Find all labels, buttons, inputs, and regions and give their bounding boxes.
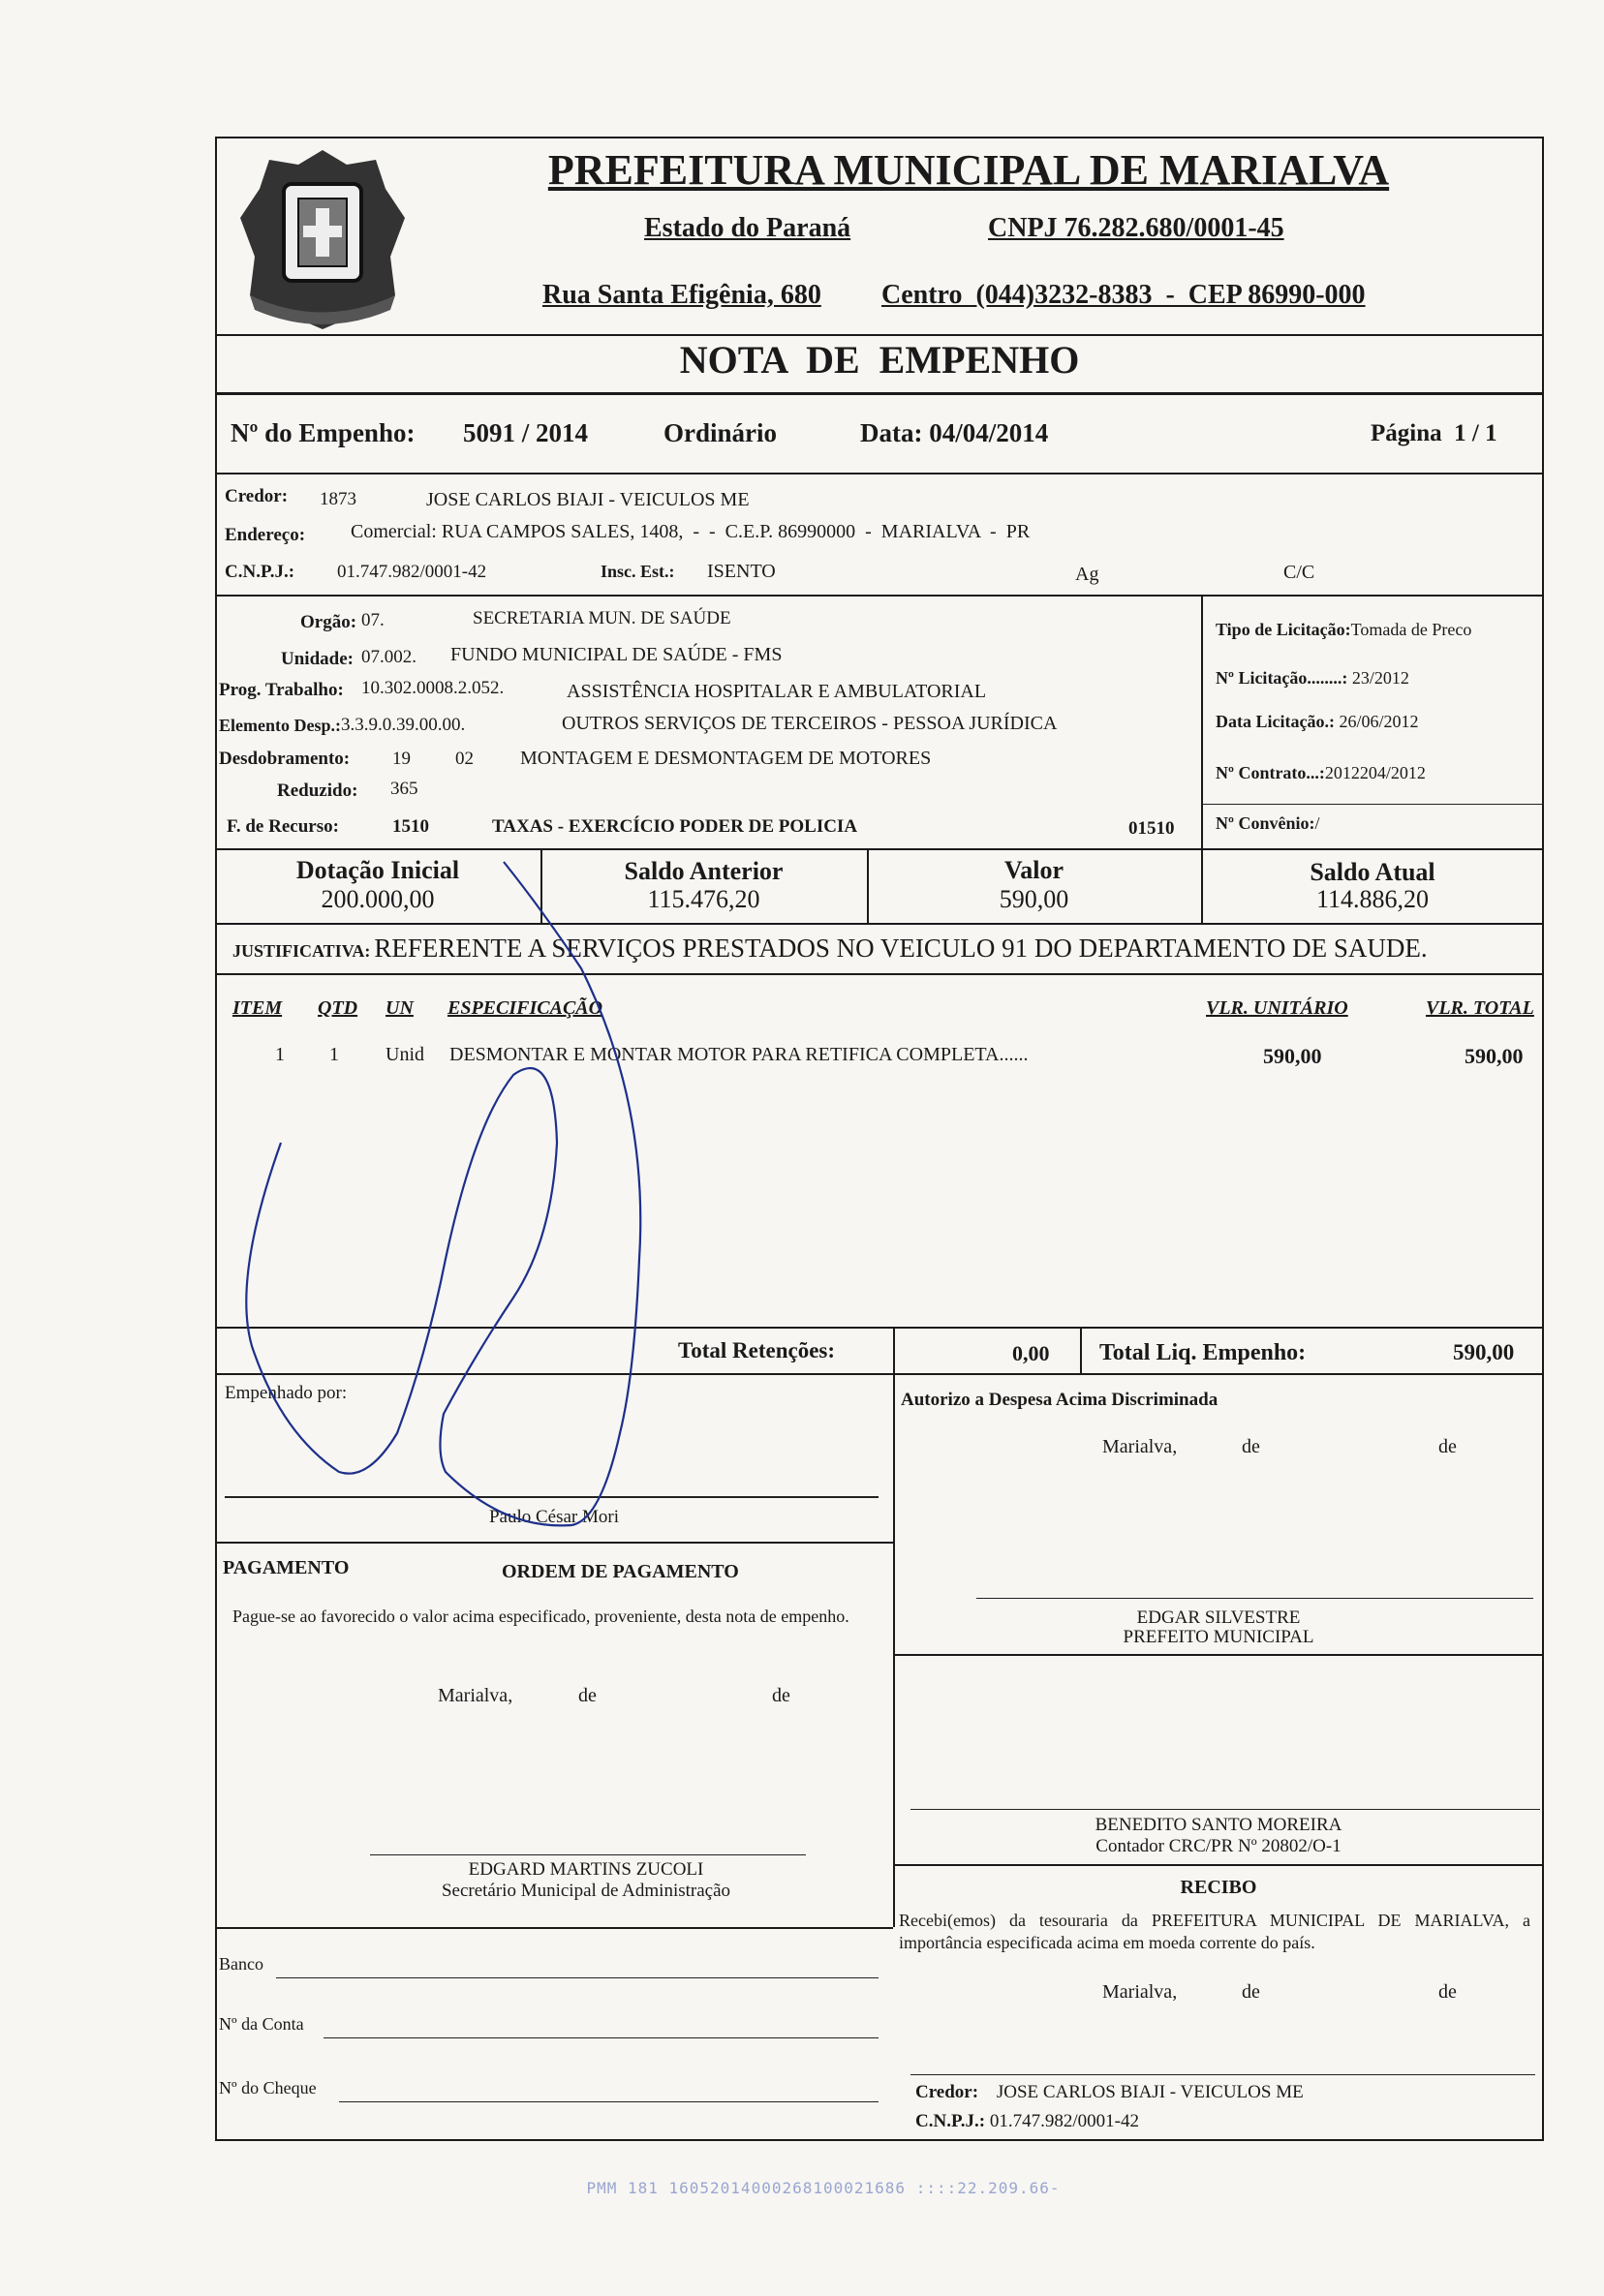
- signature-line: [976, 1598, 1533, 1599]
- cc-label: C/C: [1283, 562, 1315, 583]
- ag-label: Ag: [1075, 564, 1099, 585]
- footer-stamp: PMM 181 16052014000268100021686 ::::22.209.66-: [586, 2179, 1061, 2197]
- valor-value: 590,00: [999, 885, 1069, 913]
- pagamento-label: PAGAMENTO: [223, 1557, 350, 1578]
- recibo-cnpj-label: C.N.P.J.:: [915, 2111, 986, 2131]
- pagamento-de1: de: [578, 1685, 597, 1706]
- divider: [215, 392, 1544, 395]
- saldo-atual-value: 114.886,20: [1315, 885, 1430, 913]
- orgao-name: SECRETARIA MUN. DE SAÚDE: [473, 608, 731, 628]
- empenho-number: 5091 / 2014: [463, 418, 589, 447]
- recibo-credor: JOSE CARLOS BIAJI - VEICULOS ME: [996, 2082, 1304, 2102]
- qtd-col-header: QTD: [318, 997, 358, 1019]
- elemento-code: 3.3.9.0.39.00.00.: [341, 715, 466, 735]
- divider: [215, 848, 1544, 850]
- prog-name: ASSISTÊNCIA HOSPITALAR E AMBULATORIAL: [567, 681, 987, 702]
- licitacao-number-row: [1216, 668, 1409, 689]
- credor-label: Credor:: [225, 486, 289, 506]
- contador-name: BENEDITO SANTO MOREIRA: [1095, 1815, 1342, 1835]
- recibo-de1: de: [1242, 1981, 1260, 2003]
- liquido-label: Total Liq. Empenho:: [1099, 1340, 1307, 1365]
- licitacao-number: 23/2012: [1351, 668, 1409, 688]
- recurso-code: 1510: [392, 816, 429, 837]
- divider: [215, 473, 1544, 475]
- divider: [893, 1864, 1544, 1866]
- recibo-title: RECIBO: [1180, 1877, 1257, 1898]
- autorizo-label: Autorizo a Despesa Acima Discriminada: [901, 1390, 1218, 1410]
- item-number: 1: [275, 1044, 285, 1065]
- prog-label: Prog. Trabalho:: [219, 680, 344, 700]
- address-contact: Centro (044)3232-8383 - CEP 86990-000: [881, 280, 1366, 310]
- licitacao-number-label: Nº Licitação........:: [1216, 668, 1348, 688]
- empenho-label: Nº do Empenho:: [231, 418, 416, 447]
- unidade-name: FUNDO MUNICIPAL DE SAÚDE - FMS: [450, 644, 783, 665]
- recibo-cnpj-row: [915, 2111, 1139, 2132]
- signature-line: [910, 1809, 1540, 1810]
- saldo-anterior-label: Saldo Anterior: [624, 857, 784, 885]
- licitacao-type-label: Tipo de Licitação:: [1216, 620, 1351, 639]
- recibo-de2: de: [1438, 1981, 1457, 2003]
- signature-line: [910, 2074, 1535, 2075]
- divider: [1201, 804, 1544, 805]
- pagamento-signer-role: Secretário Municipal de Administração: [441, 1881, 731, 1901]
- recurso-label: F. de Recurso:: [227, 816, 339, 837]
- empenho-type: Ordinário: [663, 418, 778, 447]
- convenio-number: /: [1314, 813, 1320, 833]
- contador-role: Contador CRC/PR Nº 20802/O-1: [1095, 1836, 1342, 1856]
- valor-label: Valor: [1003, 856, 1064, 884]
- autorizo-de1: de: [1242, 1436, 1260, 1457]
- item-qtd: 1: [329, 1044, 339, 1065]
- recibo-credor-label: Credor:: [915, 2082, 979, 2102]
- convenio-row: [1216, 813, 1319, 834]
- recibo-city: Marialva,: [1102, 1981, 1178, 2003]
- credor-name: JOSE CARLOS BIAJI - VEICULOS ME: [426, 489, 750, 510]
- unidade-code: 07.002.: [361, 647, 416, 667]
- orgao-code: 07.: [361, 610, 385, 630]
- saldo-atual-label: Saldo Atual: [1310, 858, 1435, 886]
- endereco-label: Endereço:: [225, 525, 306, 545]
- prog-code: 10.302.0008.2.052.: [361, 678, 505, 698]
- document-title: NOTA DE EMPENHO: [679, 338, 1080, 382]
- prefeito-name: EDGAR SILVESTRE: [1136, 1607, 1301, 1628]
- justificativa-text: REFERENTE A SERVIÇOS PRESTADOS NO VEICULO 91 DO DEPARTAMENTO DE SAUDE.: [374, 934, 1428, 963]
- pagamento-de2: de: [772, 1685, 790, 1706]
- empenhado-signer: Paulo César Mori: [488, 1507, 620, 1527]
- autorizo-de2: de: [1438, 1436, 1457, 1457]
- conta-line: [324, 2037, 879, 2038]
- divider: [215, 595, 1544, 597]
- divider: [215, 334, 1544, 336]
- handwritten-signature: [194, 852, 697, 1549]
- retencoes-label: Total Retenções:: [678, 1338, 836, 1362]
- desdobramento-name: MONTAGEM E DESMONTAGEM DE MOTORES: [520, 748, 932, 769]
- prefeitura-cnpj: CNPJ 76.282.680/0001-45: [988, 213, 1284, 243]
- desdobramento-label: Desdobramento:: [219, 749, 351, 769]
- contrato-label: Nº Contrato...:: [1216, 763, 1325, 782]
- credor-insc: ISENTO: [707, 561, 776, 582]
- banco-line: [276, 1977, 879, 1978]
- convenio-label: Nº Convênio:: [1216, 813, 1315, 833]
- licitacao-type-row: [1216, 620, 1471, 640]
- elemento-label: Elemento Desp.:: [219, 716, 341, 735]
- reduzido-label: Reduzido:: [277, 781, 358, 801]
- licitacao-date-row: [1216, 712, 1418, 732]
- prefeitura-title: PREFEITURA MUNICIPAL DE MARIALVA: [547, 146, 1390, 194]
- liquido-value: 590,00: [1453, 1340, 1515, 1364]
- pagamento-text: Pague-se ao favorecido o valor acima especificado, proveniente, desta nota de empenho.: [232, 1607, 849, 1626]
- total-col-header: VLR. TOTAL: [1426, 997, 1534, 1019]
- page-number: Página 1 / 1: [1371, 420, 1497, 446]
- dotacao-inicial-value: 200.000,00: [321, 885, 435, 913]
- signature-line: [370, 1854, 806, 1855]
- empenhado-label: Empenhado por:: [225, 1383, 348, 1403]
- saldo-anterior-value: 115.476,20: [647, 885, 760, 913]
- conta-label: Nº da Conta: [219, 2014, 304, 2034]
- empenho-date: Data: 04/04/2014: [860, 418, 1049, 447]
- espec-col-header: ESPECIFICAÇÃO: [447, 997, 603, 1019]
- licitacao-date-label: Data Licitação.:: [1216, 712, 1335, 731]
- desdobramento-code1: 19: [392, 749, 411, 769]
- credor-address: Comercial: RUA CAMPOS SALES, 1408, - - C.E.P. 86990000 - MARIALVA - PR: [351, 521, 1031, 542]
- cheque-line: [339, 2101, 879, 2102]
- state-name: Estado do Paraná: [644, 213, 851, 243]
- coat-of-arms-logo: [231, 140, 415, 334]
- cnpj-label: C.N.P.J.:: [225, 562, 295, 582]
- recurso-name: TAXAS - EXERCÍCIO PODER DE POLICIA: [492, 816, 858, 837]
- licitacao-date: 26/06/2012: [1339, 712, 1419, 731]
- divider: [215, 1927, 893, 1929]
- retencoes-value: 0,00: [1012, 1341, 1050, 1365]
- pagamento-city: Marialva,: [438, 1685, 513, 1706]
- prefeito-role: PREFEITO MUNICIPAL: [1123, 1627, 1314, 1647]
- ordem-pagamento-title: ORDEM DE PAGAMENTO: [502, 1561, 739, 1582]
- pagamento-signer: EDGARD MARTINS ZUCOLI: [468, 1859, 704, 1880]
- autorizo-city: Marialva,: [1102, 1436, 1178, 1457]
- divider: [893, 1654, 1544, 1656]
- contrato-row: [1216, 763, 1426, 783]
- unidade-label: Unidade:: [281, 649, 354, 669]
- credor-cnpj: 01.747.982/0001-42: [337, 562, 487, 582]
- insc-label: Insc. Est.:: [601, 562, 675, 581]
- licitacao-type: Tomada de Preco: [1350, 620, 1472, 639]
- reduzido-value: 365: [390, 779, 418, 799]
- recibo-credor-row: [915, 2082, 1304, 2103]
- divider: [1201, 595, 1203, 848]
- banco-label: Banco: [219, 1954, 263, 1974]
- credor-code: 1873: [320, 489, 356, 509]
- desdobramento-code2: 02: [455, 749, 474, 769]
- un-col-header: UN: [386, 997, 414, 1019]
- cheque-label: Nº do Cheque: [219, 2078, 317, 2097]
- recurso-code2: 01510: [1128, 818, 1175, 839]
- recibo-text: Recebi(emos) da tesouraria da PREFEITURA MUNICIPAL DE MARIALVA, a importância especificada acima em moeda corrente do país.: [899, 1911, 1530, 1953]
- orgao-label: Orgão:: [300, 612, 357, 632]
- item-unit: Unid: [386, 1044, 424, 1065]
- item-description: DESMONTAR E MONTAR MOTOR PARA RETIFICA COMPLETA......: [449, 1044, 1029, 1065]
- recibo-cnpj: 01.747.982/0001-42: [989, 2111, 1139, 2131]
- item-total-value: 590,00: [1465, 1044, 1524, 1068]
- unit-col-header: VLR. UNITÁRIO: [1206, 997, 1348, 1019]
- item-col-header: ITEM: [232, 997, 283, 1019]
- item-unit-value: 590,00: [1263, 1044, 1322, 1068]
- dotacao-inicial-label: Dotação Inicial: [295, 856, 460, 884]
- contrato-number: 2012204/2012: [1324, 763, 1426, 782]
- elemento-name: OUTROS SERVIÇOS DE TERCEIROS - PESSOA JURÍDICA: [562, 713, 1058, 734]
- street-address: Rua Santa Efigênia, 680: [542, 280, 821, 310]
- divider: [1080, 1327, 1082, 1373]
- justificativa-label: JUSTIFICATIVA:: [232, 941, 371, 961]
